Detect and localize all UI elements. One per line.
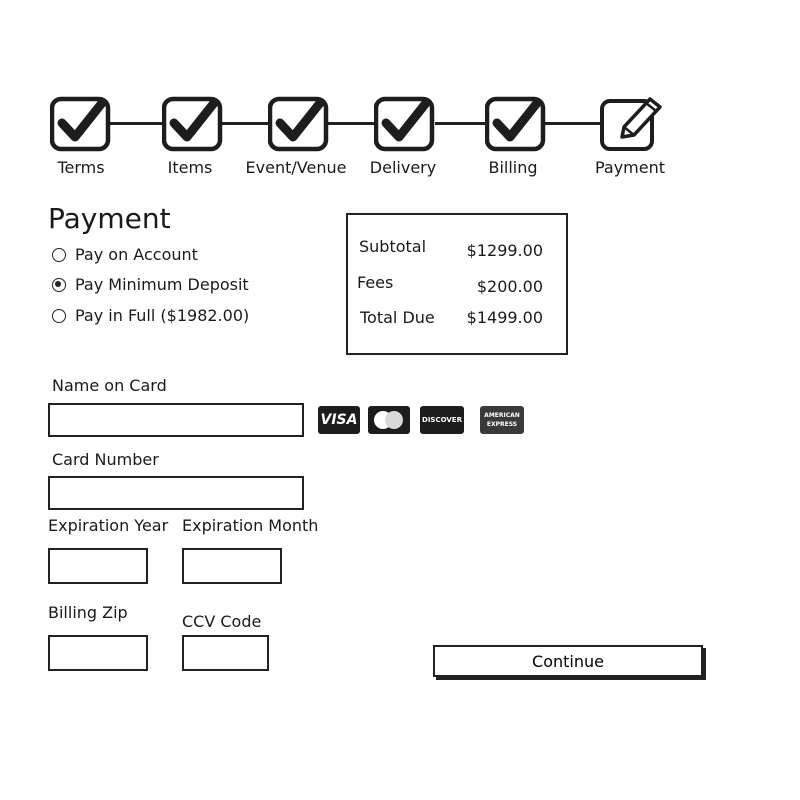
name-on-card-field[interactable]: [48, 403, 304, 437]
fees-label: Fees: [357, 273, 394, 292]
continue-button[interactable]: Continue: [433, 645, 703, 677]
fees-value: $200.00: [476, 277, 543, 296]
total-due-value: $1499.00: [466, 308, 543, 327]
ccv-code-label: CCV Code: [182, 612, 262, 631]
order-summary-box: [346, 213, 568, 355]
checkbox-checked-icon: [162, 95, 224, 153]
checkbox-checked-icon: [374, 95, 436, 153]
radio-pay-in-full[interactable]: [52, 306, 249, 325]
radio-button-selected[interactable]: [52, 278, 66, 292]
step-label: Terms: [57, 158, 105, 177]
checkbox-checked-icon: [485, 95, 547, 153]
amex-line: AMERICAN: [484, 412, 520, 419]
billing-zip-label: Billing Zip: [48, 603, 128, 622]
step-connector: [325, 122, 378, 125]
mastercard-logo: [368, 406, 410, 434]
card-number-field[interactable]: [48, 476, 304, 510]
card-number-label: Card Number: [52, 450, 159, 469]
radio-label: Pay Minimum Deposit: [75, 275, 249, 294]
radio-pay-minimum-deposit[interactable]: [52, 275, 249, 294]
step-label: Items: [167, 158, 213, 177]
step-connector: [110, 122, 165, 125]
step-label: Payment: [594, 158, 666, 177]
step-label: Delivery: [369, 158, 437, 177]
subtotal-value: $1299.00: [466, 241, 543, 260]
radio-button[interactable]: [52, 309, 66, 323]
amex-line: EXPRESS: [486, 421, 518, 428]
billing-zip-field[interactable]: [48, 635, 148, 671]
expiration-month-field[interactable]: [182, 548, 282, 584]
mastercard-circle: [385, 411, 403, 429]
step-connector: [220, 122, 270, 125]
discover-logo: DISCOVER: [420, 406, 464, 434]
expiration-year-field[interactable]: [48, 548, 148, 584]
checkbox-checked-icon: [50, 95, 112, 153]
subtotal-label: Subtotal: [359, 237, 427, 256]
total-due-label: Total Due: [360, 308, 435, 327]
expiration-year-label: Expiration Year: [48, 516, 169, 535]
step-connector: [435, 122, 488, 125]
visa-logo: VISA: [318, 406, 360, 434]
ccv-code-field[interactable]: [182, 635, 269, 671]
expiration-month-label: Expiration Month: [182, 516, 319, 535]
amex-logo: [480, 406, 524, 434]
pencil-edit-icon: [600, 95, 662, 153]
step-label: Billing: [488, 158, 538, 177]
step-connector: [545, 122, 603, 125]
name-on-card-label: Name on Card: [52, 376, 167, 395]
page-title: Payment: [48, 202, 171, 235]
radio-label: Pay in Full ($1982.00): [75, 306, 250, 325]
radio-pay-on-account[interactable]: [52, 245, 198, 264]
step-label: Event/Venue: [245, 158, 347, 177]
radio-button[interactable]: [52, 248, 66, 262]
radio-label: Pay on Account: [75, 245, 198, 264]
checkbox-checked-icon: [268, 95, 330, 153]
